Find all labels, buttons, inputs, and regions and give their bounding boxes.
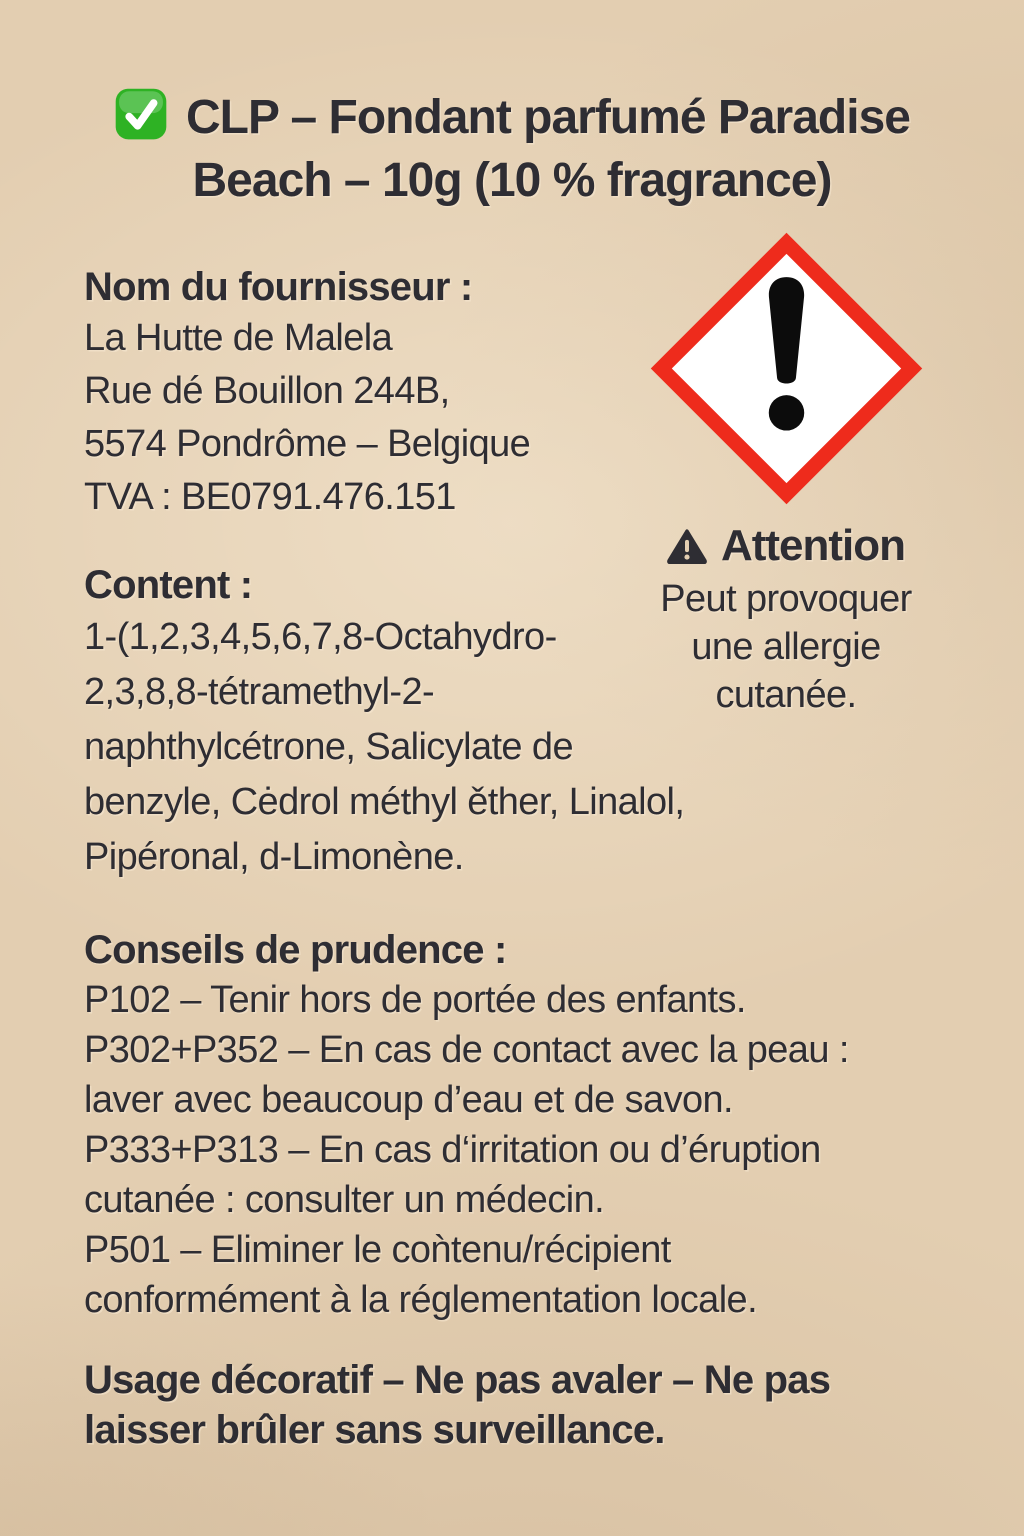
precaution-line: P501 – Eliminer le coǹtenu/récipient	[84, 1229, 671, 1271]
title-text: Beach – 10g (10 % fragrance)	[192, 154, 832, 207]
precaution-line: cutanée : consulter un médecin.	[84, 1179, 605, 1221]
hazard-statement-line: Peut provoquer	[660, 578, 912, 620]
title-text: CLP – Fondant parfumé Paradise	[186, 91, 910, 144]
content-line: Pipéronal, d-Limonène.	[84, 836, 464, 878]
precaution-line: P333+P313 – En cas d‘irritation ou d’éruption	[84, 1129, 821, 1171]
precautions-heading: Conseils de prudence :	[84, 928, 507, 972]
hazard-statement-line: cutanée.	[715, 674, 857, 716]
precaution-line: P302+P352 – En cas de contact avec la peau :	[84, 1029, 849, 1071]
page-title	[84, 86, 940, 212]
precaution-line: conformément à la réglementation locale.	[84, 1279, 758, 1321]
title-line-1	[84, 86, 940, 149]
ghs07-exclamation-pictogram	[648, 230, 925, 507]
content-line: benzyle, Cėdrol méthyl ěther, Linalol,	[84, 781, 685, 823]
content-line: naphthylcétrone, Salicylate de	[84, 726, 573, 768]
signal-word-row	[632, 521, 940, 571]
usage-line: Usage décoratif – Ne pas avaler – Ne pas	[84, 1358, 831, 1402]
content-line: 2,3,8,8-tétramethyl-2-	[84, 671, 435, 713]
hazard-statement-line: une allergie	[691, 626, 881, 668]
supplier-city: 5574 Pondrôme – Belgique	[84, 423, 531, 465]
supplier-vat: TVA : BE0791.476.151	[84, 476, 456, 518]
hazard-block	[632, 230, 940, 719]
usage-section	[84, 1355, 940, 1455]
hazard-statement	[632, 575, 940, 719]
supplier-heading: Nom du fournisseur :	[84, 265, 473, 309]
warning-triangle-icon	[667, 528, 707, 564]
check-mark-button-icon	[114, 87, 168, 141]
signal-word: Attention	[720, 521, 906, 570]
supplier-street: Rue dé Bouillon 244B,	[84, 370, 450, 412]
precaution-line: laver avec beaucoup d’eau et de savon.	[84, 1079, 734, 1121]
usage-line: laisser brûler sans surveillance.	[84, 1408, 665, 1452]
content-line: 1-(1,2,3,4,5,6,7,8-Octahydro-	[84, 616, 557, 658]
supplier-name: La Hutte de Malela	[84, 317, 393, 359]
title-line-2	[84, 149, 940, 212]
content-heading: Content :	[84, 563, 253, 607]
precautions-section	[84, 925, 940, 1325]
precaution-line: P102 – Tenir hors de portée des enfants.	[84, 979, 746, 1021]
